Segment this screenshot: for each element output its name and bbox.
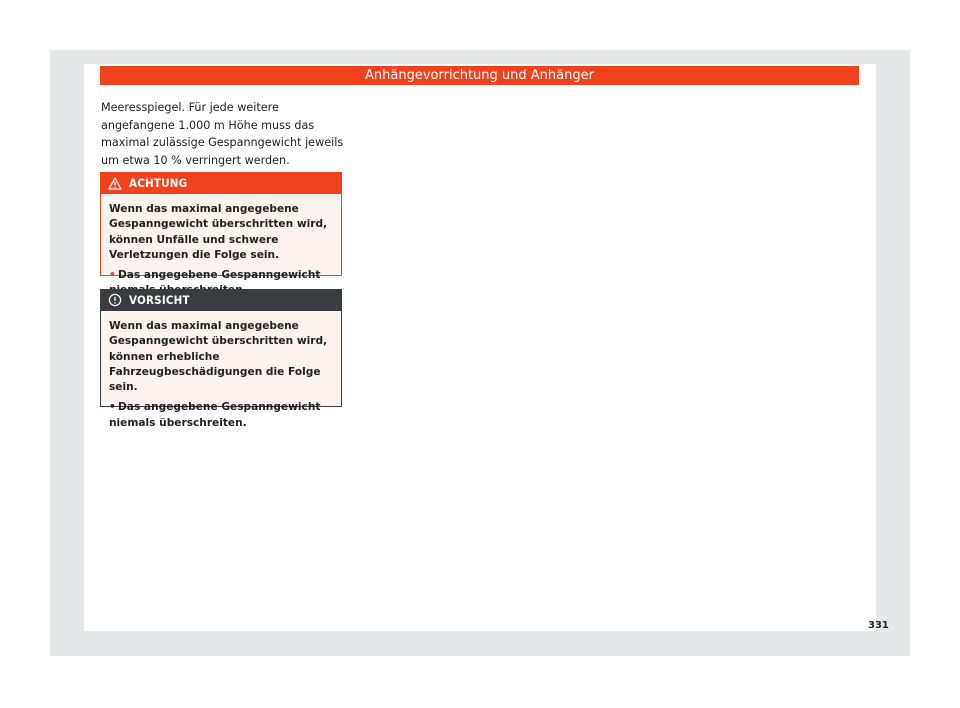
caution-box-body: [101, 311, 341, 437]
warning-triangle-icon: [108, 176, 122, 190]
caution-box: [100, 289, 342, 429]
warning-box-header: [100, 172, 342, 194]
chapter-header: Anhängevorrichtung und Anhänger: [100, 66, 859, 85]
caution-bullet-text: Das angegebene Gespanngewicht niemals überschreiten.: [109, 401, 321, 429]
warning-bullet-text: Das angegebene Gespanngewicht: [118, 269, 321, 282]
warning-title: ACHTUNG: [129, 176, 188, 190]
bullet-symbol: •: [109, 269, 116, 282]
caution-title: VORSICHT: [129, 293, 190, 307]
intro-paragraph: Meeresspiegel. Für jede weitere angefangene 1.000 m Höhe muss das maximal zulässige Gespanngewicht jeweils um etwa 10 % verringert werden.: [101, 101, 344, 167]
caution-box-header: [100, 289, 342, 311]
page-number: 331: [868, 620, 889, 631]
exclamation-circle-icon: [108, 293, 122, 307]
bullet-symbol: •: [109, 401, 116, 414]
warning-paragraph: Wenn das maximal angegebene Gespanngewicht überschritten wird, können Unfälle und schwere Verletzungen die Folge sein.: [109, 203, 328, 261]
warning-box: [100, 172, 342, 282]
caution-bullet-item: [109, 400, 333, 431]
caution-paragraph: Wenn das maximal angegebene Gespanngewicht überschritten wird, können erhebliche Fahrzeugbeschädigungen die Folge sein.: [109, 320, 328, 394]
